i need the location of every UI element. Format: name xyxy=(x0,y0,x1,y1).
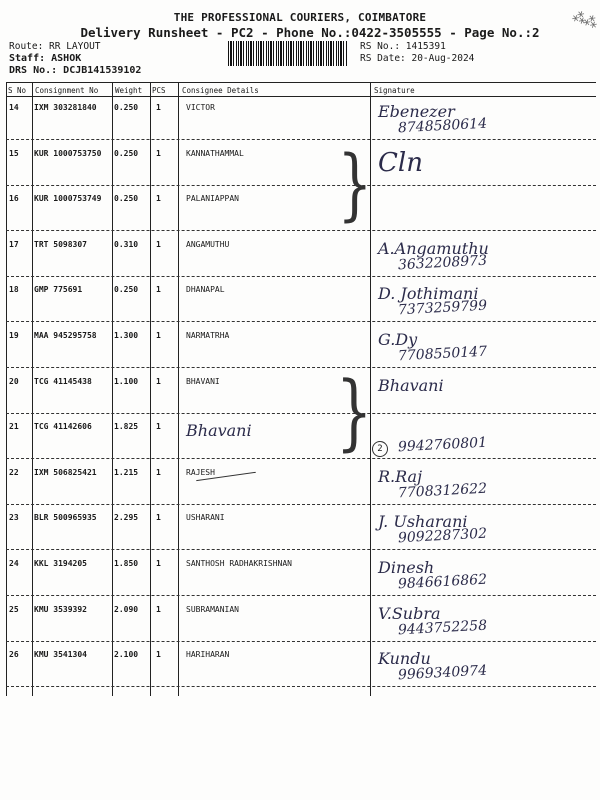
signature-name: R.Raj xyxy=(378,466,423,486)
row-sno: 16 xyxy=(9,194,19,204)
column-divider xyxy=(178,83,179,696)
row-separator xyxy=(6,276,596,277)
col-header-weight: Weight xyxy=(115,86,143,95)
row-weight: 0.250 xyxy=(114,148,139,158)
runsheet-subtitle: Delivery Runsheet - PC2 - Phone No.:0422-3505555 - Page No.:2 xyxy=(80,25,540,40)
row-consignment-no: GMP 775691 xyxy=(34,285,83,295)
row-consignment-no: TCG 41145438 xyxy=(34,376,92,386)
handwritten-brace: } xyxy=(337,140,373,230)
signature-name: Cln xyxy=(378,147,423,178)
signature-phone: 7708550147 xyxy=(397,343,488,365)
row-consignment-no: BLR 500965935 xyxy=(34,513,97,523)
signature-name: D. Jothimani xyxy=(378,284,479,304)
signature-phone: 9846616862 xyxy=(397,571,488,593)
row-weight: 0.250 xyxy=(114,285,139,295)
row-consignee: Bhavani xyxy=(186,421,252,441)
handwritten-brace: } xyxy=(335,365,373,460)
circled-number: 2 xyxy=(372,441,388,457)
signature-name: Bhavani xyxy=(378,375,444,395)
signature-phone: 9969340974 xyxy=(397,662,488,684)
column-divider xyxy=(6,83,7,696)
row-weight: 0.250 xyxy=(114,103,139,112)
company-title: THE PROFESSIONAL COURIERS, COIMBATORE xyxy=(173,11,427,24)
row-sno: 22 xyxy=(9,467,19,477)
row-pcs: 1 xyxy=(156,148,161,158)
row-consignee: KANNATHAMMAL xyxy=(186,148,244,158)
signature-name: J. Usharani xyxy=(378,512,468,532)
row-separator xyxy=(6,641,596,642)
signature-name: Dinesh xyxy=(378,558,435,577)
row-separator xyxy=(6,549,596,550)
col-header-consignee: Consignee Details xyxy=(182,86,259,95)
col-header-consignment: Consignment No xyxy=(35,86,99,95)
row-sno: 18 xyxy=(9,285,19,295)
drs-number: DRS No.: DCJB141539102 xyxy=(9,65,142,76)
row-sno: 23 xyxy=(9,513,19,523)
row-pcs: 1 xyxy=(156,513,161,523)
row-consignment-no: TCG 41142606 xyxy=(34,422,92,432)
row-separator xyxy=(6,595,596,596)
row-separator xyxy=(6,367,596,368)
row-sno: 17 xyxy=(9,239,19,249)
row-weight: 2.100 xyxy=(114,650,139,660)
row-sno: 25 xyxy=(9,604,19,614)
row-separator xyxy=(6,686,596,687)
row-consignee: VICTOR xyxy=(186,103,215,112)
row-weight: 1.215 xyxy=(114,467,139,477)
signature-phone: 9092287302 xyxy=(397,526,488,547)
signature-name: V.Subra xyxy=(378,603,441,623)
signature-phone: 8748580614 xyxy=(397,115,488,137)
row-weight: 1.850 xyxy=(114,559,139,568)
row-consignment-no: MAA 945295758 xyxy=(34,331,97,340)
row-consignment-no: KMU 3539392 xyxy=(34,604,87,614)
row-pcs: 1 xyxy=(156,604,161,614)
row-consignee: HARIHARAN xyxy=(186,650,230,660)
corner-stamp-mark: ⁂⁂ xyxy=(569,8,599,32)
signature-name: Ebenezer xyxy=(378,102,455,121)
rs-date: RS Date: 20-Aug-2024 xyxy=(360,53,475,64)
row-consignment-no: KKL 3194205 xyxy=(34,559,87,568)
row-separator xyxy=(6,321,596,322)
row-weight: 2.090 xyxy=(114,604,139,614)
signature-name: Kundu xyxy=(378,649,431,669)
row-sno: 26 xyxy=(9,650,19,660)
row-weight: 2.295 xyxy=(114,513,139,523)
signature-phone: 3632208973 xyxy=(397,252,488,274)
row-consignee: DHANAPAL xyxy=(186,285,225,295)
row-pcs: 1 xyxy=(156,239,161,249)
route-label: Route: RR LAYOUT xyxy=(9,41,101,52)
row-weight: 0.250 xyxy=(114,194,139,204)
signature-phone: 9942760801 xyxy=(397,434,488,456)
row-consignment-no: TRT 5098307 xyxy=(34,239,87,249)
row-pcs: 1 xyxy=(156,194,161,204)
row-consignment-no: KUR 1000753750 xyxy=(34,148,102,158)
column-divider xyxy=(150,83,151,696)
row-pcs: 1 xyxy=(156,650,161,660)
col-header-signature: Signature xyxy=(374,86,415,95)
row-weight: 1.825 xyxy=(114,422,139,432)
row-consignment-no: KMU 3541304 xyxy=(34,650,87,660)
row-consignee: BHAVANI xyxy=(186,376,220,386)
row-pcs: 1 xyxy=(156,331,161,340)
row-consignee: USHARANI xyxy=(186,513,225,523)
row-pcs: 1 xyxy=(156,285,161,295)
signature-phone: 7373259799 xyxy=(397,298,488,319)
row-separator xyxy=(6,230,596,231)
signature-phone: 9443752258 xyxy=(397,617,488,638)
row-separator xyxy=(6,504,596,505)
row-consignment-no: IXM 303281840 xyxy=(34,103,97,112)
row-separator xyxy=(6,139,596,140)
signature-name: A.Angamuthu xyxy=(378,238,489,258)
row-consignment-no: IXM 506825421 xyxy=(34,467,97,477)
row-separator xyxy=(6,185,596,186)
row-pcs: 1 xyxy=(156,422,161,432)
column-divider xyxy=(112,83,113,696)
row-pcs: 1 xyxy=(156,467,161,477)
row-weight: 1.100 xyxy=(114,376,139,386)
row-pcs: 1 xyxy=(156,103,161,112)
table-top-rule xyxy=(6,82,596,83)
barcode xyxy=(228,41,348,66)
row-consignee: RAJESH xyxy=(186,467,215,477)
row-consignment-no: KUR 1000753749 xyxy=(34,194,102,204)
row-sno: 20 xyxy=(9,376,19,386)
staff-label: Staff: ASHOK xyxy=(9,53,82,64)
row-separator xyxy=(6,413,596,414)
row-pcs: 1 xyxy=(156,559,161,568)
signature-phone: 7708312622 xyxy=(397,480,488,502)
row-consignee: NARMATRHA xyxy=(186,331,230,340)
row-weight: 0.310 xyxy=(114,239,139,249)
signature-name: G.Dy xyxy=(378,330,418,349)
col-header-sno: S No xyxy=(8,86,27,95)
row-consignee: ANGAMUTHU xyxy=(186,239,230,249)
row-sno: 21 xyxy=(9,422,19,432)
column-divider xyxy=(32,83,33,696)
row-sno: 14 xyxy=(9,103,19,112)
header-bottom-rule xyxy=(6,96,596,97)
col-header-pcs: PCS xyxy=(152,86,166,95)
row-separator xyxy=(6,458,596,459)
row-consignee: SUBRAMANIAN xyxy=(186,604,239,614)
row-weight: 1.300 xyxy=(114,331,139,340)
row-sno: 24 xyxy=(9,559,19,568)
row-consignee: SANTHOSH RADHAKRISHNAN xyxy=(186,559,292,568)
row-sno: 19 xyxy=(9,331,19,340)
row-consignee: PALANIAPPAN xyxy=(186,194,239,204)
row-pcs: 1 xyxy=(156,376,161,386)
row-sno: 15 xyxy=(9,148,19,158)
rs-number: RS No.: 1415391 xyxy=(360,41,446,52)
